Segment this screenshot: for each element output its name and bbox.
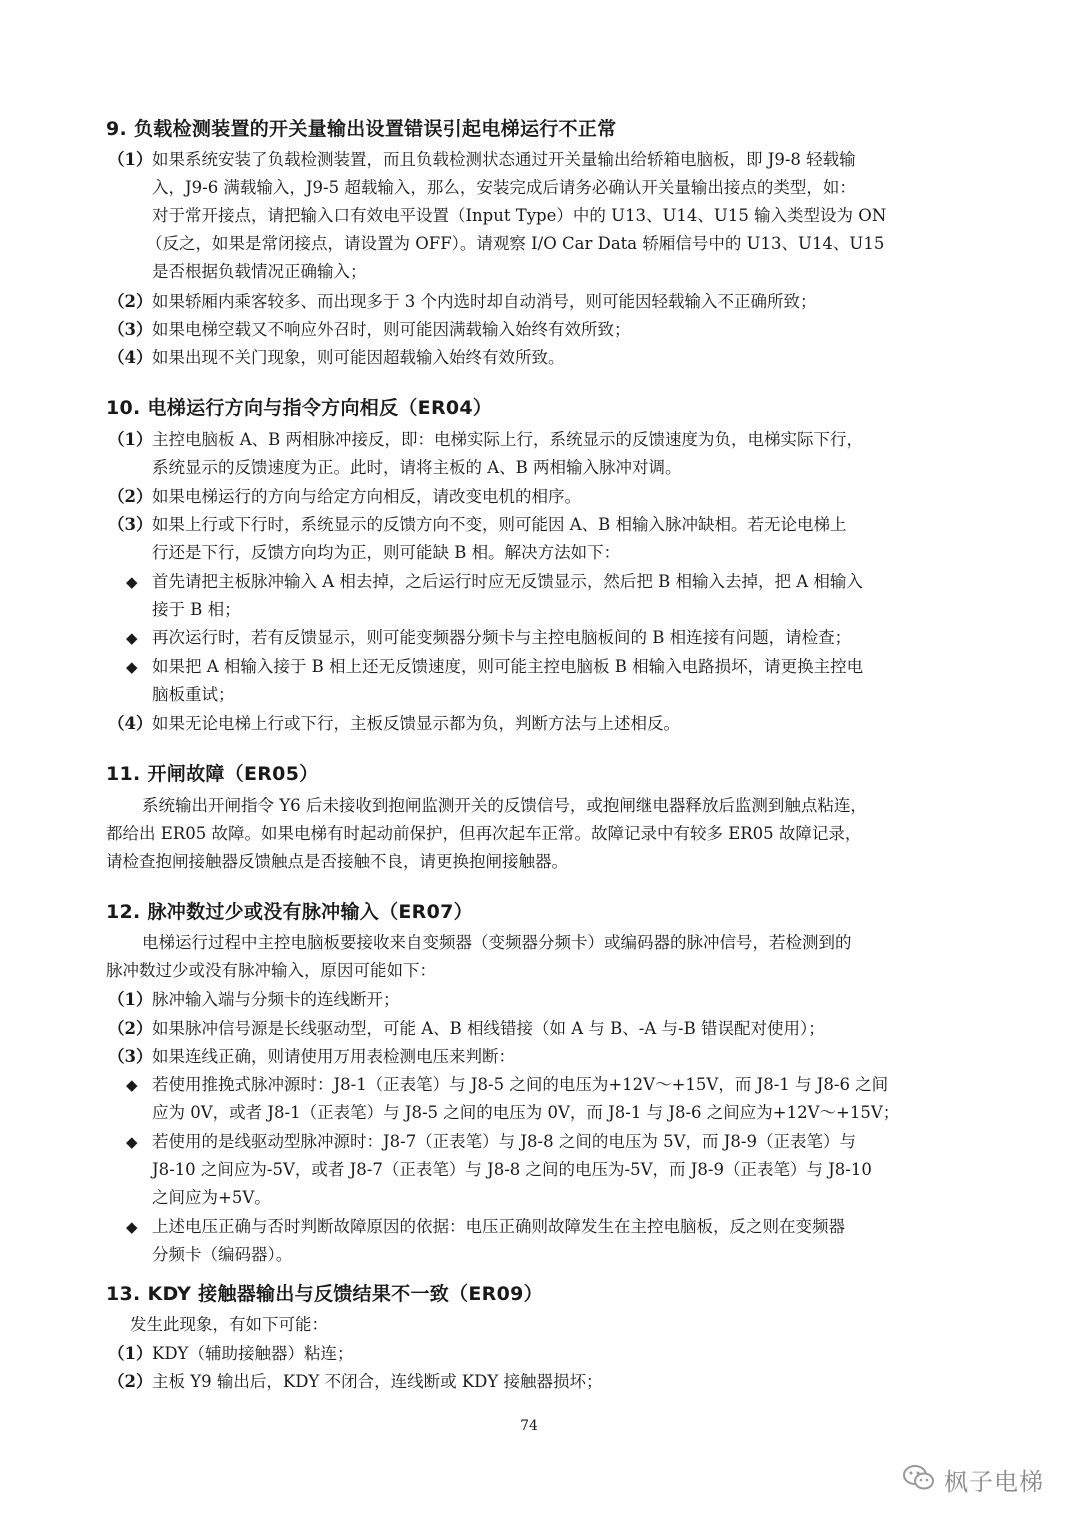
- item-marker: （2）: [108, 1372, 153, 1391]
- section-11-title: 11. 开闸故障（ER05）: [106, 763, 319, 785]
- item-marker: （4）: [108, 714, 153, 733]
- page-number: 74: [520, 1418, 538, 1434]
- text-line: 之间应为+5V。: [152, 1188, 271, 1207]
- text-line: 如果轿厢内乘客较多、而出现多于 3 个内选时却自动消号，则可能因轻载输入不正确所致；: [152, 292, 817, 311]
- bullet-diamond: ◆: [126, 629, 138, 647]
- bullet-diamond: ◆: [126, 573, 138, 591]
- section-9-title: 9. 负载检测装置的开关量输出设置错误引起电梯运行不正常: [106, 118, 617, 140]
- text-line: 如果脉冲信号源是长线驱动型，可能 A、B 相线错接（如 A 与 B、-A 与-B 错误配对使用）；: [152, 1019, 825, 1038]
- text-line: 系统输出开闸指令 Y6 后未接收到抱闸监测开关的反馈信号，或抱闸继电器释放后监测到触点粘连，: [142, 796, 867, 815]
- text-line: 上述电压正确与否时判断故障原因的依据：电压正确则故障发生在主控电脑板，反之则在变频器: [152, 1217, 845, 1236]
- text-line: 脉冲输入端与分频卡的连线断开；: [152, 990, 400, 1009]
- text-line: 主板 Y9 输出后，KDY 不闭合，连线断或 KDY 接触器损坏；: [152, 1372, 603, 1391]
- item-marker: （2）: [108, 487, 153, 506]
- item-marker: （2）: [108, 292, 153, 311]
- text-line: 如果连线正确，则请使用万用表检测电压来判断：: [152, 1047, 515, 1066]
- text-line: 入，J9-6 满载输入，J9-5 超载输入，那么，安装完成后请务必确认开关量输出接点的类型，如：: [152, 178, 856, 197]
- bullet-diamond: ◆: [126, 658, 138, 676]
- text-line: 都给出 ER05 故障。如果电梯有时起动前保护，但再次起车正常。故障记录中有较多 ER05 故障记录，: [106, 824, 862, 843]
- item-marker: （2）: [108, 1019, 153, 1038]
- text-line: 如果出现不关门现象，则可能因超载输入始终有效所致。: [152, 348, 565, 367]
- wechat-icon: [902, 1463, 936, 1497]
- text-line: 主控电脑板 A、B 两相脉冲接反，即：电梯实际上行，系统显示的反馈速度为负，电梯实际下行，: [152, 430, 864, 449]
- item-marker: （3）: [108, 515, 153, 534]
- text-line: 对于常开接点，请把输入口有效电平设置（Input Type）中的 U13、U14、U15 输入类型设为 ON: [152, 206, 887, 225]
- bullet-diamond: ◆: [126, 1218, 138, 1236]
- item-marker: （1）: [108, 1344, 153, 1363]
- text-line: 若使用推挽式脉冲源时：J8-1（正表笔）与 J8-5 之间的电压为+12V～+15V，而 J8-1 与 J8-6 之间: [152, 1075, 889, 1094]
- item-marker: （1）: [108, 990, 153, 1009]
- text-line: 如果电梯空载又不响应外召时，则可能因满载输入始终有效所致；: [152, 320, 631, 339]
- item-marker: （3）: [108, 1047, 153, 1066]
- text-line: 脑板重试；: [152, 685, 235, 704]
- text-line: 接于 B 相；: [152, 600, 241, 619]
- item-marker: （4）: [108, 348, 153, 367]
- text-line: 如果系统安装了负载检测装置，而且负载检测状态通过开关量输出给轿箱电脑板，即 J9-8 轻载输: [152, 150, 856, 169]
- text-line: 若使用的是线驱动型脉冲源时：J8-7（正表笔）与 J8-8 之间的电压为 5V，而 J8-9（正表笔）与: [152, 1132, 856, 1151]
- watermark: [902, 1462, 1044, 1497]
- text-line: 请检查抱闸接触器反馈触点是否接触不良，请更换抱闸接触器。: [106, 852, 568, 871]
- text-line: 电梯运行过程中主控电脑板要接收来自变频器（变频器分频卡）或编码器的脉冲信号，若检测到的: [142, 933, 852, 952]
- item-marker: （3）: [108, 320, 153, 339]
- text-line: 行还是下行，反馈方向均为正，则可能缺 B 相。解决方法如下：: [152, 543, 621, 562]
- text-line: （反之，如果是常闭接点，请设置为 OFF）。请观察 I/O Car Data 轿厢信号中的 U13、U14、U15: [146, 234, 885, 253]
- text-line: 首先请把主板脉冲输入 A 相去掉，之后运行时应无反馈显示，然后把 B 相输入去掉，把 A 相输入: [152, 572, 863, 591]
- item-marker: （1）: [108, 150, 153, 169]
- text-line: 再次运行时，若有反馈显示，则可能变频器分频卡与主控电脑板间的 B 相连接有问题，请检查；: [152, 628, 852, 647]
- text-line: 应为 0V，或者 J8-1（正表笔）与 J8-5 之间的电压为 0V，而 J8-1 与 J8-6 之间应为+12V～+15V；: [152, 1103, 900, 1122]
- text-line: 系统显示的反馈速度为正。此时，请将主板的 A、B 两相输入脉冲对调。: [152, 458, 682, 477]
- text-line: 分频卡（编码器）。: [152, 1245, 293, 1264]
- bullet-diamond: ◆: [126, 1133, 138, 1151]
- text-line: 如果把 A 相输入接于 B 相上还无反馈速度，则可能主控电脑板 B 相输入电路损坏，请更换主控电: [152, 657, 864, 676]
- text-line: 发生此现象，有如下可能：: [130, 1315, 328, 1334]
- text-line: KDY（辅助接触器）粘连；: [152, 1344, 354, 1363]
- text-line: 如果电梯运行的方向与给定方向相反，请改变电机的相序。: [152, 487, 581, 506]
- text-line: 是否根据负载情况正确输入；: [152, 262, 367, 281]
- watermark-text: 枫子电梯: [944, 1468, 1044, 1496]
- text-line: 脉冲数过少或没有脉冲输入，原因可能如下：: [106, 961, 436, 980]
- section-12-title: 12. 脉冲数过少或没有脉冲输入（ER07）: [106, 901, 473, 923]
- item-marker: （1）: [108, 430, 153, 449]
- section-10-title: 10. 电梯运行方向与指令方向相反（ER04）: [106, 397, 493, 419]
- section-13-title: 13. KDY 接触器输出与反馈结果不一致（ER09）: [106, 1283, 543, 1305]
- bullet-diamond: ◆: [126, 1076, 138, 1094]
- text-line: 如果无论电梯上行或下行，主板反馈显示都为负，判断方法与上述相反。: [152, 714, 680, 733]
- text-line: 如果上行或下行时，系统显示的反馈方向不变，则可能因 A、B 相输入脉冲缺相。若无论电梯上: [152, 515, 847, 534]
- text-line: J8-10 之间应为-5V，或者 J8-7（正表笔）与 J8-8 之间的电压为-5V，而 J8-9（正表笔）与 J8-10: [152, 1160, 872, 1179]
